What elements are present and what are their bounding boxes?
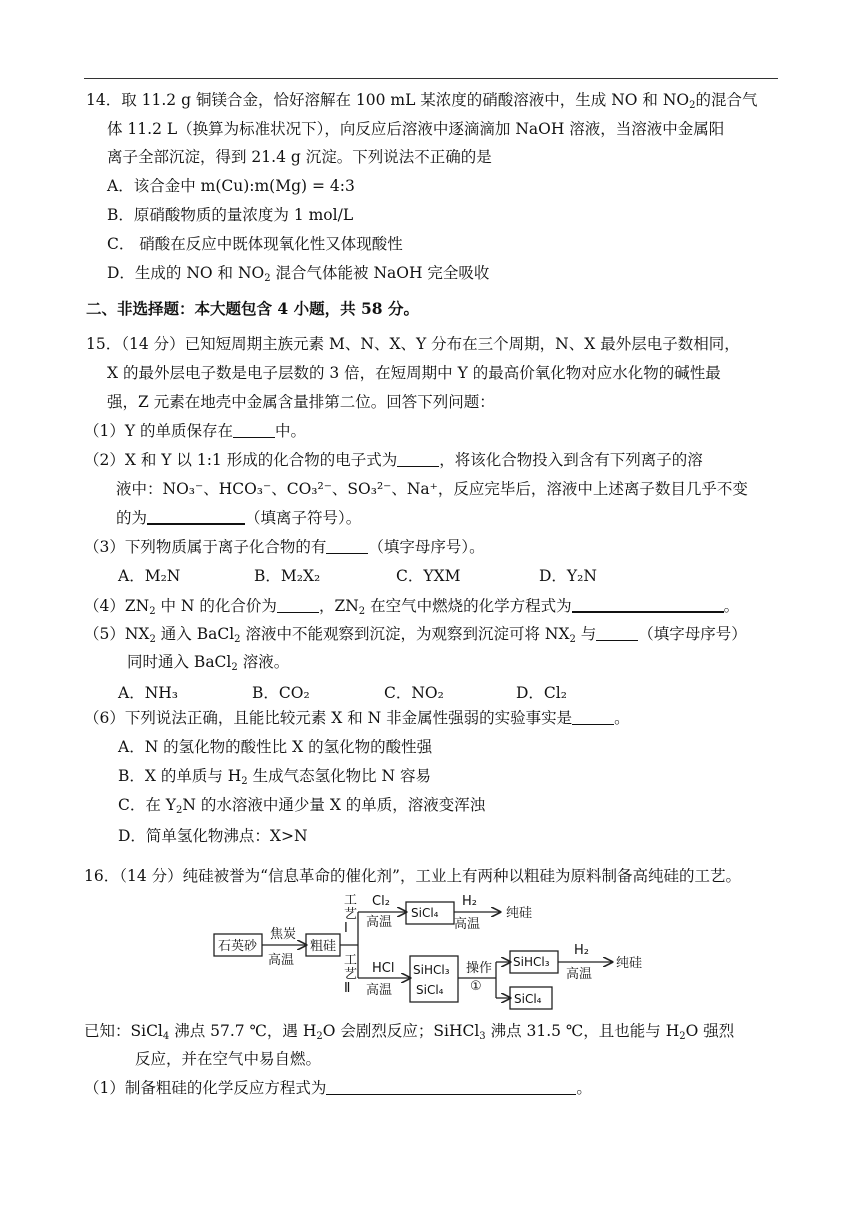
- high-temp-label-2: 高温: [366, 915, 393, 930]
- q15-part3-option-a: A．M₂N: [118, 567, 181, 585]
- top-rule: [84, 78, 778, 79]
- answer-blank: [572, 597, 724, 613]
- q15-part3-option-b: B．M₂X₂: [254, 567, 321, 585]
- q15-line1: 15．（14 分）已知短周期主族元素 M、N、X、Y 分布在三个周期，N、X 最外层电子数相同，: [86, 335, 740, 353]
- q14-line3: 离子全部沉淀，得到 21.4 g 沉淀。下列说法不正确的是: [107, 148, 492, 166]
- section-heading: 二、非选择题：本大题包含 4 小题，共 58 分。: [86, 299, 419, 318]
- sicl4-label-top: SiCl₄: [411, 906, 439, 920]
- q15-part5-line2: 同时通入 BaCl$_2$ 溶液。: [127, 653, 290, 673]
- answer-blank: [233, 423, 275, 438]
- svg-text:艺: 艺: [344, 967, 358, 982]
- ion-co3: CO₃²⁻: [286, 480, 332, 498]
- high-temp-label-4: 高温: [366, 983, 393, 998]
- q15-part6: （6）下列说法正确，且能比较元素 X 和 N 非金属性强弱的实验事实是 。: [84, 709, 630, 727]
- q15-part5-option-d: D．Cl₂: [516, 684, 567, 702]
- pure-si-label-2: 纯硅: [616, 956, 643, 971]
- ion-na: Na⁺: [406, 480, 438, 498]
- q16-known-line1: 已知：SiCl$_4$ 沸点 57.7 ℃，遇 $H_2O$ 会剧烈反应；SiHCl$_3$ 沸点 31.5 ℃，且也能与 $H_2O$ 强烈: [84, 1022, 735, 1042]
- q15-part5-line1: $(5)NX_2$ 通入 BaCl$_2$ 溶液中不能观察到沉淀，为观察到沉淀可将 $NX_2$ 与 （填字母序号）: [84, 625, 747, 645]
- q15-part2-line1: （2）X 和 Y 以 1:1 形成的化合物的电子式为 ，将该化合物投入到含有下列离子的溶: [84, 451, 703, 469]
- sihcl3-label: SiHCl₃: [513, 955, 550, 969]
- answer-blank: [277, 598, 319, 613]
- q16-line1: 16．（14 分）纯硅被誉为“信息革命的催化剂”，工业上有两种以粗硅为原料制备高纯硅的工艺。: [84, 867, 741, 885]
- ion-hco3: HCO₃⁻: [218, 480, 272, 498]
- coke-label: 焦炭: [270, 927, 297, 942]
- pure-si-label-1: 纯硅: [506, 906, 533, 921]
- q15-part3-option-c: C．YXM: [396, 567, 461, 585]
- answer-blank: [326, 539, 368, 554]
- q15-part1: （1）Y 的单质保存在 中。: [84, 422, 307, 440]
- q15-part4: $(4)ZN_2$ 中 N 的化合价为 ，$ZN_2$ 在空气中燃烧的化学方程式为 。: [84, 597, 740, 617]
- q15-line3: 强，Z 元素在地壳中金属含量排第二位。回答下列问题：: [107, 393, 495, 411]
- sicl4-label-bottom: SiCl₄: [514, 992, 542, 1006]
- q15-part6-option-d: D．简单氢化物沸点：X>N: [118, 827, 308, 845]
- svg-text:Ⅰ: Ⅰ: [344, 921, 348, 936]
- sihcl3-label-mix: SiHCl₃: [413, 963, 450, 977]
- operation-number: ①: [470, 979, 482, 994]
- crude-si-label: 粗硅: [310, 939, 337, 954]
- h2-label-2: H₂: [574, 943, 589, 958]
- q14-line2: 体 11.2 L（换算为标准状况下），向反应后溶液中逐滴滴加 NaOH 溶液，当溶液中金属阳: [107, 120, 725, 138]
- q16-part1: （1）制备粗硅的化学反应方程式为 。: [84, 1079, 592, 1097]
- q15-part3: （3）下列物质属于离子化合物的有 （填字母序号）。: [84, 538, 485, 556]
- q15-part5-option-c: C．NO₂: [384, 684, 444, 702]
- cl2-label: Cl₂: [372, 894, 390, 909]
- q14-line1: 14．取 11.2 g 铜镁合金，恰好溶解在 100 mL 某浓度的硝酸溶液中，生成 NO 和 $NO_2$的混合气: [86, 91, 758, 111]
- answer-blank: [397, 452, 439, 467]
- h2-label-1: H₂: [462, 894, 477, 909]
- process-flow-diagram: [210, 890, 660, 1016]
- q16-known-line2: 反应，并在空气中易自燃。: [135, 1050, 322, 1068]
- q15-part6-option-a: A．N 的氢化物的酸性比 X 的氢化物的酸性强: [118, 738, 433, 756]
- q14-option-c: C． 硝酸在反应中既体现氧化性又体现酸性: [107, 235, 403, 253]
- q15-part6-option-c: C．在 $Y_2N$ 的水溶液中通少量 X 的单质，溶液变浑浊: [118, 796, 486, 816]
- q15-part6-option-b: B．X 的单质与 $H_2$ 生成气态氢化物比 N 容易: [118, 767, 432, 787]
- high-temp-label-5: 高温: [566, 967, 593, 982]
- q14-option-a: A．该合金中 m(Cu):m(Mg) = 4:3: [107, 177, 355, 195]
- quartz-label: 石英砂: [218, 939, 258, 954]
- operation-label: 操作: [466, 961, 493, 976]
- ion-so3: SO₃²⁻: [347, 480, 392, 498]
- answer-blank: [572, 710, 614, 725]
- svg-text:工: 工: [344, 893, 358, 908]
- sicl4-label-mix: SiCl₄: [416, 983, 444, 997]
- hcl-label: HCl: [372, 961, 395, 976]
- answer-blank: [326, 1080, 576, 1095]
- q15-part5-option-a: A．NH₃: [118, 684, 178, 702]
- answer-blank: [596, 626, 638, 641]
- q15-line2: X 的最外层电子数是电子层数的 3 倍，在短周期中 Y 的最高价氧化物对应水化物的碱性最: [107, 364, 721, 382]
- q14-option-b: B．原硝酸物质的量浓度为 1 mol/L: [107, 206, 354, 224]
- q15-part3-option-d: D．Y₂N: [539, 567, 597, 585]
- q15-part5-option-b: B．CO₂: [252, 684, 310, 702]
- high-temp-label-3: 高温: [454, 917, 481, 932]
- ion-no3: NO₃⁻: [162, 480, 204, 498]
- svg-text:工: 工: [344, 953, 358, 968]
- q15-part2-line2: 液中：NO₃⁻、HCO₃⁻、CO₃²⁻、SO₃²⁻、Na⁺，反应完毕后，溶液中上述离子数目几乎不变: [116, 480, 748, 498]
- high-temp-label-1: 高温: [268, 953, 295, 968]
- svg-text:艺: 艺: [344, 907, 358, 922]
- q15-part2-line3: 的为 （填离子符号）。: [116, 509, 362, 527]
- svg-text:Ⅱ: Ⅱ: [344, 981, 351, 996]
- q14-option-d: D．生成的 NO 和 $NO_2$ 混合气体能被 NaOH 完全吸收: [107, 264, 490, 284]
- answer-blank: [147, 509, 245, 525]
